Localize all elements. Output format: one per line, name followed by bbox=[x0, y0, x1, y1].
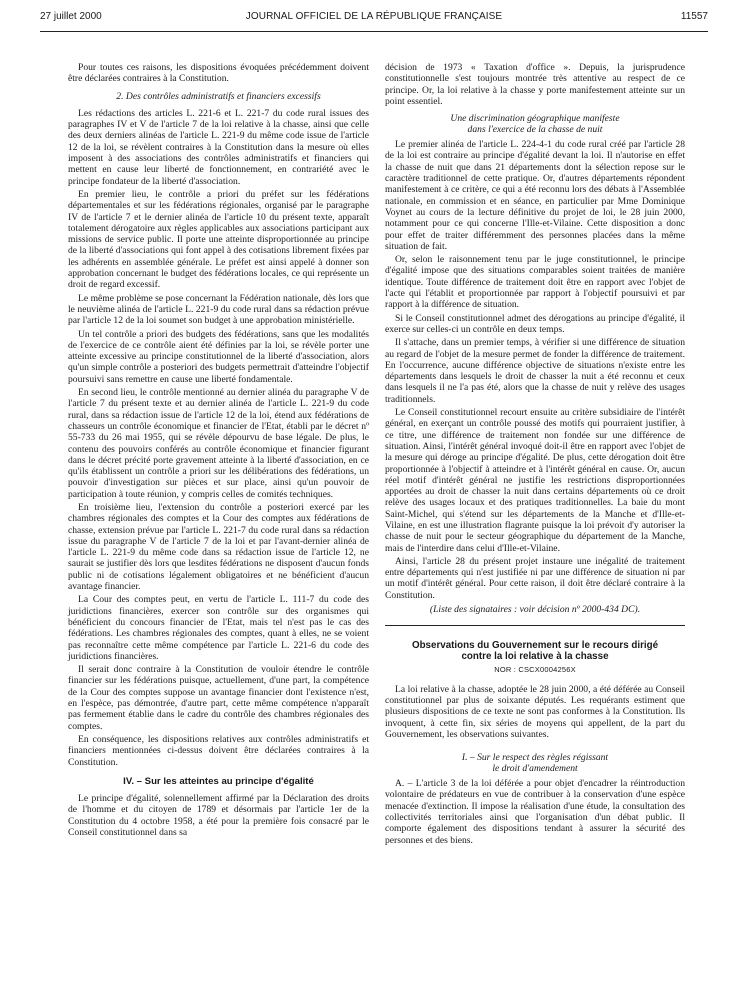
paragraph: Les rédactions des articles L. 221-6 et L. 221-7 du code rural issues des paragraphes IV et V de l'article 7 de la loi relative à la chasse, ainsi que celle des deux derniers alinéas de l'article L. 221-9 du même code issue de l'article 12 de la loi, se révèlent contraires à la Constitution dans la mesure où elles imposent à des associations des contrôles administratifs et financiers qui mettent en cause leur liberté de fonctionnement, en contrariété avec le principe fondateur de la liberté d'association. bbox=[68, 107, 369, 187]
paragraph: Le Conseil constitutionnel recourt ensuite au critère subsidiaire de l'intérêt général, en exerçant un contrôle poussé des motifs qui pourraient justifier, à ce titre, une différence de traitement non fondée sur une différence de situation. Ainsi, l'intérêt général invoqué doit-il être en rapport avec l'objet de la mesure qui déroge au principe d'égalité. De plus, cette dérogation doit être proportionnée à l'objectif à atteindre et à l'intérêt général en cause. Or, aucun réel motif d'intérêt général ne justifie les restrictions disproportionnées apportées au droit de chasser la nuit dans certains départements où ce droit relève des usages locaux et des pratiques traditionnelles. La baie du mont Saint-Michel, qui s'étend sur les départements de la Manche et d'Ille-et-Vilaine, en est une illustration flagrante puisque la loi prévoit d'y autoriser la chasse de nuit pour le secteur géographique du département de la Manche, mais de l'interdire dans celui d'Ille-et-Vilaine. bbox=[385, 407, 685, 554]
paragraph: En second lieu, le contrôle mentionné au dernier alinéa du paragraphe V de l'article 7 du présent texte et au dernier alinéa de l'article L. 221-9 du code rural, dans sa rédaction issue de l'article 12 de la loi, étend aux fédérations de chasseurs un contrôle économique et financier de l'Etat, établi par le décret nº 55-733 du 26 mai 1955, qui se révèle dépourvu de base légale. De plus, le contenu des pouvoirs conférés au contrôle économique et financier figurant dans le décret précité porte gravement atteinte à la liberté d'association, en ce qu'ils établissent un contrôle a priori sur les délibérations des fédérations, un pouvoir d'investigation sur pièces et sur place, ainsi qu'un pouvoir de participation à toute réunion, y compris celles de comités techniques. bbox=[68, 387, 369, 500]
paragraph: Le principe d'égalité, solennellement affirmé par la Déclaration des droits de l'homme et du citoyen de 1789 et désormais par l'article 1er de la Constitution du 4 octobre 1958, a été pour la première fois consacré par le Conseil constitutionnel dans sa bbox=[68, 793, 369, 838]
paragraph: La loi relative à la chasse, adoptée le 28 juin 2000, a été déférée au Conseil constitutionnel par plus de soixante députés. Les requérants estiment que plusieurs dispositions de ce texte ne sont pas conformes à la Constitution. Ils invoquent, à cette fin, six séries de moyens qui appellent, de la part du Gouvernement, les observations suivantes. bbox=[385, 683, 685, 740]
section-heading-controls: 2. Des contrôles administratifs et financiers excessifs bbox=[116, 90, 321, 102]
left-column bbox=[68, 62, 369, 840]
page-number: 11557 bbox=[680, 11, 708, 22]
journal-title: JOURNAL OFFICIEL DE LA RÉPUBLIQUE FRANÇAISE bbox=[245, 11, 503, 22]
paragraph: Le premier alinéa de l'article L. 224-4-1 du code rural créé par l'article 28 de la loi est contraire au principe d'égalité devant la loi. Il n'autorise en effet la chasse de nuit que dans 21 départements dont la sélection repose sur le caractère traditionnel de cette pratique. Or, d'autres départements répondent manifestement à ce critère, ce qui a été reconnu lors des débats à l'Assemblée nationale, en commission et en séance, en particulier par Mme Dominique Voynet au cours de la lecture définitive du projet de loi, le 28 juin 2000, notamment pour ce qui concerne l'Ille-et-Vilaine. Cette disposition a donc pour effet de traiter différemment des personnes placées dans la même situation de fait. bbox=[385, 139, 685, 252]
paragraph: Un tel contrôle a priori des budgets des fédérations, sans que les modalités de l'exercice de ce contrôle aient été définies par la loi, se révèle porter une atteinte excessive au principe constitutionnel de la liberté d'association, alors qu'un simple contrôle a posteriori des budgets permettrait d'atteindre l'objectif poursuivi sans remettre en cause une liberté fondamentale. bbox=[68, 328, 369, 385]
subheading-amendment bbox=[385, 752, 685, 774]
page-header bbox=[40, 11, 708, 29]
paragraph: A. – L'article 3 de la loi déférée a pour objet d'encadrer la réintroduction volontaire de prédateurs en vue de contribuer à la conservation d'une espèce menacée d'extinction. Il impose la réalisation d'une étude, la consultation des collectivités territoriales ainsi que l'organisation d'un débat public. Il comporte également des dispositions tendant à assurer la sécurité des personnes et des biens. bbox=[385, 778, 685, 846]
paragraph: Pour toutes ces raisons, les dispositions évoquées précédemment doivent être déclarées contraires à la Constitution. bbox=[68, 62, 369, 85]
section-heading-equality: IV. – Sur les atteintes au principe d'égalité bbox=[123, 775, 314, 787]
paragraph: La Cour des comptes peut, en vertu de l'article L. 111-7 du code des juridictions financières, exercer son contrôle sur des organismes qui bénéficient du concours financier de l'Etat, mais tel n'est pas le cas des fédérations. Les chambres régionales des comptes, quant à elles, ne se voient pas reconnaître cette même compétence par l'article L. 221-6 du code des juridictions financières. bbox=[68, 594, 369, 662]
right-column bbox=[385, 62, 685, 848]
subheading-line: Une discrimination géographique manifeste bbox=[450, 113, 620, 125]
observations-title-line: Observations du Gouvernement sur le recours dirigé bbox=[411, 640, 659, 652]
subheading-night-hunting bbox=[385, 113, 685, 135]
paragraph: En premier lieu, le contrôle a priori du préfet sur les fédérations départementales et sur les fédérations régionales, organisé par le paragraphe IV de l'article 7 et le dernier alinéa de l'article 10 du présent texte, apparaît totalement dérogatoire aux règles applicables aux associations participant aux missions de service public. Il porte une atteinte disproportionnée au principe de la liberté d'associations qui font appel à des cotisations librement fixées par les adhérents en assemblée générale. Le préfet est ainsi appelé à donner son approbation concernant le budget des fédérations locales, ce qui représente un droit de regard excessif. bbox=[68, 188, 369, 291]
paragraph: Le même problème se pose concernant la Fédération nationale, dès lors que le neuvième alinéa de l'article L. 221-9 du code rural dans sa rédaction prévue par l'article 12 de la loi soumet son budget à une approbation ministérielle. bbox=[68, 292, 369, 327]
header-rule bbox=[40, 31, 708, 32]
subheading-line: le droit d'amendement bbox=[492, 763, 578, 775]
signatories-note: (Liste des signataires : voir décision nº 2000-434 DC). bbox=[429, 604, 641, 616]
section-separator bbox=[385, 625, 685, 626]
paragraph: Or, selon le raisonnement tenu par le juge constitutionnel, le principe d'égalité impose que des situations comparables soient traitées de manière identique. Toute différence de traitement doit être en rapport avec l'objet de l'acte qui l'établit et proportionnée par rapport à l'objectif poursuivi et par rapport à la différence de situation. bbox=[385, 254, 685, 311]
paragraph: décision de 1973 « Taxation d'office ». Depuis, la jurisprudence constitutionnelle s'est toujours montrée très attentive au respect de ce principe. Or, la loi relative à la chasse y porte manifestement atteinte sur un point essentiel. bbox=[385, 62, 685, 107]
paragraph: Il serait donc contraire à la Constitution de vouloir étendre le contrôle financier sur les fédérations puisque, actuellement, d'une part, la compétence de la Cour des comptes suppose un avantage financier dont l'existence n'est, en l'espèce, pas démontrée, d'autre part, cette même compétence n'apparaît pas fermement établie dans le cadre du contrôle des chambres régionales des comptes. bbox=[68, 664, 369, 732]
subheading-line: dans l'exercice de la chasse de nuit bbox=[467, 124, 603, 136]
paragraph: Il s'attache, dans un premier temps, à vérifier si une différence de situation au regard de l'objet de la mesure permet de fonder la différence de traitement. En l'occurrence, aucune différence objective de situations n'existe entre les départements dans lesquels le droit de chasser la nuit a été reconnu et ceux dans lesquels il ne l'a pas été, alors que la chasse de nuit y relève des usages traditionnels. bbox=[385, 337, 685, 405]
observations-title-line: contre la loi relative à la chasse bbox=[461, 651, 609, 663]
nor-reference: NOR : CSCX0004256X bbox=[494, 665, 576, 675]
issue-date: 27 juillet 2000 bbox=[40, 11, 102, 22]
paragraph: Ainsi, l'article 28 du présent projet instaure une inégalité de traitement entre départements qui n'est justifiée ni par une différence de situation ni par un motif d'intérêt général. Pour cette raison, il doit être déclaré contraire à la Constitution. bbox=[385, 555, 685, 601]
observations-title bbox=[385, 640, 685, 662]
paragraph: Si le Conseil constitutionnel admet des dérogations au principe d'égalité, il exerce sur celles-ci un contrôle en deux temps. bbox=[385, 312, 685, 335]
subheading-line: I. – Sur le respect des règles régissant bbox=[461, 752, 609, 764]
paragraph: En troisième lieu, l'extension du contrôle a posteriori exercé par les chambres régionales des comptes et la Cour des comptes aux fédérations de chasse, extension prévue par l'article L. 221-7 du code rural dans sa rédaction issue du paragraphe V de l'article 7 de la loi et par l'avant-dernier alinéa de l'article L. 221-9 du même code dans sa rédaction issue de l'article 12, ne saurait se justifier dès lors que lesdites fédérations ne disposent d'aucun fonds public ni de cotisations légalement obligatoires et ne bénéficient d'aucun avantage financier. bbox=[68, 501, 369, 593]
paragraph: En conséquence, les dispositions relatives aux contrôles administratifs et financiers mentionnées ci-dessus doivent être déclarées contraires à la Constitution. bbox=[68, 733, 369, 768]
